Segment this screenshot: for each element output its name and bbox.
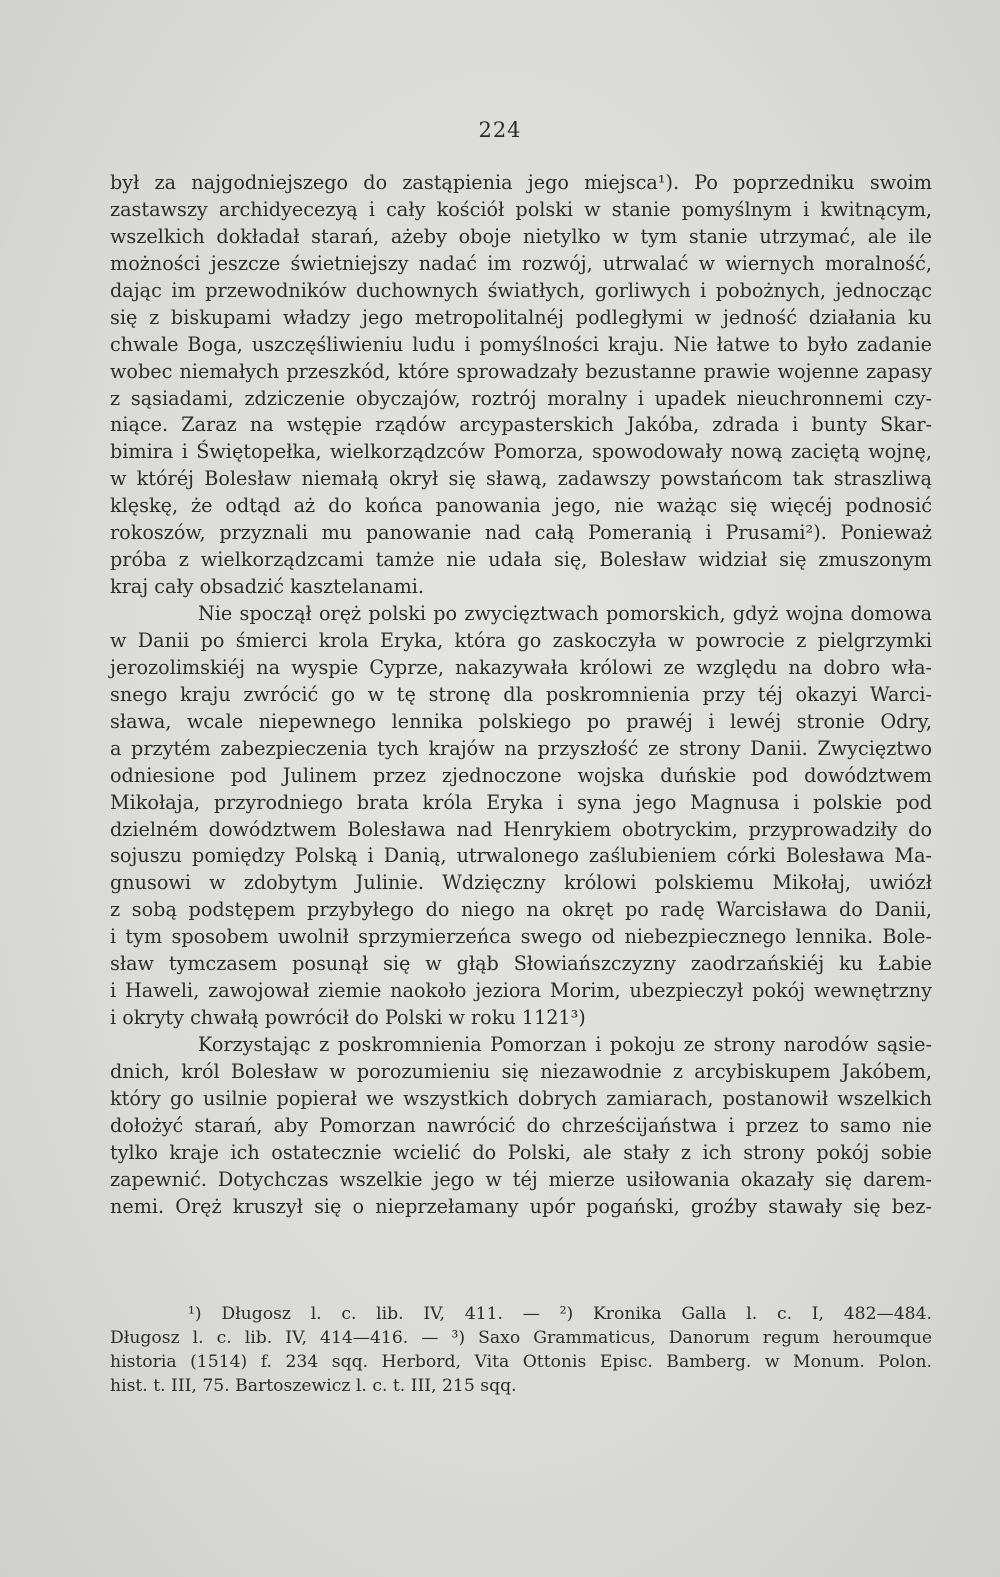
text-line: Mikołaja, przyrodniego brata króla Eryka i syna jego Magnusa i polskie pod bbox=[110, 790, 932, 814]
text-line: zapewnić. Dotychczas wszelkie jego w téj mierze usiłowania okazały się darem- bbox=[110, 1167, 932, 1191]
text-line: jerozolimskiéj na wyspie Cyprze, nakazywała królowi ze względu na dobro wła- bbox=[110, 655, 932, 679]
text-line: sława, wcale niepewnego lennika polskiego po prawéj i lewéj stronie Odry, bbox=[110, 709, 932, 733]
text-line: a przytém zabezpieczenia tych krajów na przyszłość ze strony Danii. Zwycięztwo bbox=[110, 736, 932, 760]
footnote-line: historia (1514) f. 234 sqq. Herbord, Vita Ottonis Episc. Bamberg. w Monum. Polon. bbox=[110, 1352, 932, 1372]
text-line: i Haweli, zawojował ziemie naokoło jeziora Morim, ubezpieczył pokój wewnętrzny bbox=[110, 979, 932, 1003]
text-line: z sobą podstępem przybyłego do niego na okręt po radę Warcisława do Danii, bbox=[110, 898, 932, 922]
footnote-line: Długosz l. c. lib. IV, 414—416. — ³) Saxo Grammaticus, Danorum regum heroumque bbox=[110, 1328, 932, 1348]
text-line: próba z wielkorządzcami tamże nie udała się, Bolesław widział się zmuszonym bbox=[110, 548, 932, 572]
paragraph-start-line: Korzystając z poskromnienia Pomorzan i pokoju ze strony narodów sąsie- bbox=[198, 1033, 932, 1056]
text-line: kraj cały obsadzić kasztelanami. bbox=[110, 575, 425, 599]
text-line: w któréj Bolesław niemałą okrył się sławą, zadawszy powstańcom tak straszliwą bbox=[110, 467, 932, 491]
text-line: sław tymczasem posunął się w głąb Słowiańszczyzny zaodrzańskiéj ku Łabie bbox=[110, 952, 932, 976]
main-text bbox=[110, 170, 932, 1221]
text-line: i okryty chwałą powrócił do Polski w roku 1121³) bbox=[110, 1006, 586, 1030]
text-line: dołożyć starań, aby Pomorzan nawrócić do chrześcijaństwa i przez to samo nie bbox=[110, 1113, 932, 1137]
text-line: tylko kraje ich ostatecznie wcielić do Polski, ale stały z ich strony pokój sobie bbox=[110, 1140, 932, 1164]
paragraph-start-line: Nie spoczął oręż polski po zwycięztwach pomorskich, gdyż wojna domowa bbox=[198, 602, 932, 625]
footnote-line: ¹) Długosz l. c. lib. IV, 411. — ²) Kronika Galla l. c. I, 482—484. bbox=[188, 1304, 932, 1324]
text-line: w Danii po śmierci krola Eryka, która go zaskoczyła w powrocie z pielgrzymki bbox=[110, 628, 932, 652]
text-line: i tym sposobem uwolnił sprzymierzeńca swego od niebezpiecznego lennika. Bole- bbox=[110, 925, 932, 949]
text-line: dzielném dowództwem Bolesława nad Henrykiem obotryckim, przyprowadziły do bbox=[110, 817, 932, 841]
footnote-line: hist. t. III, 75. Bartoszewicz l. c. t. III, 215 sqq. bbox=[110, 1376, 517, 1396]
text-line: chwale Boga, uszczęśliwieniu ludu i pomyślności kraju. Nie łatwe to było zadanie bbox=[110, 332, 932, 356]
text-line: odniesione pod Julinem przez zjednoczone wojska duńskie pod dowództwem bbox=[110, 763, 932, 787]
text-line: z sąsiadami, zdziczenie obyczajów, roztrój moralny i upadek nieuchronnemi czy- bbox=[110, 386, 932, 410]
text-line: się z biskupami władzy jego metropolitalnéj podległymi w jedność działania ku bbox=[110, 305, 932, 329]
page-number: 224 bbox=[478, 118, 522, 142]
text-line: niące. Zaraz na wstępie rządów arcypasterskich Jakóba, zdrada i bunty Skar- bbox=[110, 413, 932, 437]
footnotes bbox=[110, 1302, 932, 1398]
text-line: możności jeszcze świetniejszy nadać im rozwój, utrwalać w wiernych moralność, bbox=[110, 251, 932, 275]
text-line: bimira i Świętopełka, wielkorządzców Pomorza, spowodowały nową zaciętą wojnę, bbox=[110, 440, 932, 464]
text-line: który go usilnie popierał we wszystkich dobrych zamiarach, postanowił wszelkich bbox=[110, 1086, 932, 1110]
text-line: zastawszy archidyecezyą i cały kościół polski w stanie pomyślnym i kwitnącym, bbox=[110, 197, 932, 221]
text-line: był za najgodniejszego do zastąpienia jego miejsca¹). Po poprzedniku swoim bbox=[110, 171, 932, 194]
text-line: dnich, król Bolesław w porozumieniu się niezawodnie z arcybiskupem Jakóbem, bbox=[110, 1059, 932, 1083]
text-line: nemi. Oręż kruszył się o nieprzełamany upór pogański, groźby stawały się bez- bbox=[110, 1194, 932, 1218]
text-line: gnusowi w zdobytym Julinie. Wdzięczny królowi polskiemu Mikołaj, uwiózł bbox=[110, 871, 932, 895]
text-line: klęskę, że odtąd aż do końca panowania jego, nie ważąc się więcéj podnosić bbox=[110, 494, 932, 518]
text-line: rokoszów, przyznali mu panowanie nad całą Pomeranią i Prusami²). Ponieważ bbox=[110, 521, 932, 545]
text-line: wobec niemałych przeszkód, które sprowadzały bezustanne prawie wojenne zapasy bbox=[110, 359, 932, 383]
text-line: sojuszu pomiędzy Polską i Danią, utrwalonego zaślubieniem córki Bolesława Ma- bbox=[110, 844, 932, 868]
text-line: snego kraju zwrócić go w tę stronę dla poskromnienia przy téj okazyi Warci- bbox=[110, 682, 932, 706]
text-line: wszelkich dokładał starań, ażeby oboje nietylko w tym stanie utrzymać, ale ile bbox=[110, 224, 932, 248]
text-line: dając im przewodników duchownych światłych, gorliwych i pobożnych, jednocząc bbox=[110, 278, 932, 302]
